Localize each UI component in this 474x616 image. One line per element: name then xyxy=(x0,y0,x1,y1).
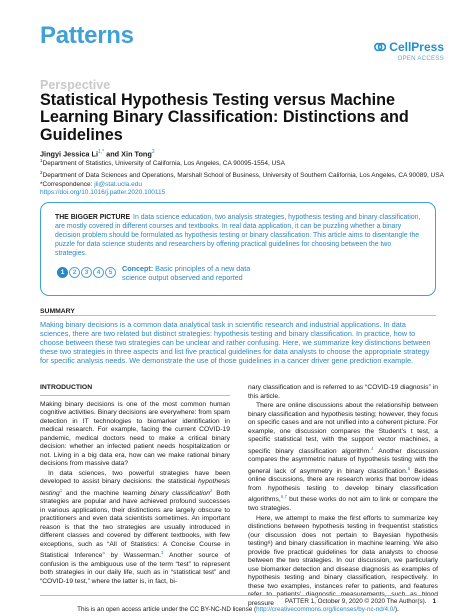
ref-4[interactable]: 4 xyxy=(371,445,374,451)
p3-part-d: but these works do not aim to link or compare the two strategies. xyxy=(248,496,438,513)
affiliation-1-text: Department of Statistics, University of California, Los Angeles, CA 90095-1554, USA xyxy=(42,160,285,168)
intro-paragraph-4: Here, we attempt to make the first efforts to summarize key distinctions between hypothesis testing in frequentist statistics (our discussion does not pertain to Bayesian hypothesis testing⁸) and binary classification in machine learning. We also provide five practical guidelines for data analysts to choose between the two strategies. In our discussion, we particularly use biomarker detection and disease diagnosis as examples of hypothesis testing and binary classification, respectively. In these two examples, instances refer to patients, and features refer to patients’ diagnostic measurements, such as blood pressure xyxy=(248,514,438,607)
footer-divider xyxy=(40,595,436,596)
summary-heading: SUMMARY xyxy=(40,308,75,315)
maturity-circle-2: 2 xyxy=(69,267,80,278)
author-conjunction: and xyxy=(104,149,122,159)
concept-description: Basic principles of a new data science output observed and reported xyxy=(122,264,251,282)
intro-paragraph-2-cont: nary classification and is referred to as “COVID-19 diagnosis” in this article. xyxy=(248,384,438,400)
data-science-maturity xyxy=(57,264,421,282)
affiliation-2 xyxy=(40,169,444,181)
ref-5[interactable]: 5 xyxy=(407,465,411,471)
bigger-picture-box xyxy=(40,202,436,296)
affiliations xyxy=(40,157,444,198)
affiliation-2-text: Department of Data Sciences and Operations, Marshall School of Business, University of Southern California, Los Angeles, CA 90089, USA xyxy=(42,171,444,179)
intro-paragraph-2 xyxy=(40,470,230,587)
author-1: Jingyi Jessica Li xyxy=(40,149,99,159)
license-link[interactable]: http://creativecommons.org/licenses/by-nc-nd/4.0/ xyxy=(256,606,396,613)
author-2: Xin Tong xyxy=(121,149,152,159)
maturity-circle-4: 4 xyxy=(93,267,104,278)
footer-issue-line xyxy=(285,598,436,605)
concept-text xyxy=(122,264,272,282)
introduction-heading: INTRODUCTION xyxy=(40,384,93,391)
footer-issue: PATTER 1, October 9, 2020 © 2020 The Author(s). xyxy=(284,598,427,605)
article-title: Statistical Hypothesis Testing versus Machine Learning Binary Classification: Distinctions and Guidelines xyxy=(40,91,409,144)
p3-part-c: Besides online discussions, there are research works that borrow ideas from hypothesis testing to develop binary classification algorithms, xyxy=(248,467,438,504)
summary-text: Making binary decisions is a common data analytical task in scientific research and industrial applications. In data sciences, there are two related but distinct strategies: hypothesis testing and binary classification. In practice, how to choose between these two strategies can be unclear and rather confusing. Here, we summarize key distinctions between these two strategies in three aspects and list five practical guidelines for data analysts to choose the appropriate strategy for specific analysis needs. We demonstrate the use of those guidelines in a cancer driver gene prediction example. xyxy=(40,320,431,366)
bigger-picture-text xyxy=(55,213,421,258)
page-number: 1 xyxy=(432,598,436,605)
ref-6-7[interactable]: 6,7 xyxy=(280,494,287,500)
intro-paragraph-1: Making binary decisions is one of the most common human cognitive activities. Binary decisions are everywhere: from spam detection in IT technologies to biomarker identification in medical research. For example, facing the current COVID-19 pandemic, medical doctors need to make a critical binary decision: whether an infected patient needs hospitalization or not. Living in a big data era, how can we make rational binary decisions from massive data? xyxy=(40,400,230,467)
affiliation-1-num: 1 xyxy=(40,158,43,163)
license-text: This is an open access article under the CC BY-NC-ND license ( xyxy=(77,606,257,613)
ref-2[interactable]: 2 xyxy=(210,487,213,493)
summary-divider xyxy=(40,315,436,316)
section-label: Perspective xyxy=(40,78,111,92)
footer-license xyxy=(40,606,436,613)
journal-name: Patterns xyxy=(40,22,134,49)
corr-label: Correspondence: xyxy=(42,180,95,188)
doi-link[interactable]: https://doi.org/10.1016/j.patter.2020.100115 xyxy=(40,189,166,197)
maturity-circle-1: 1 xyxy=(57,267,68,278)
intro-paragraph-3 xyxy=(248,402,438,514)
p3-part-b: Another discussion compares the asymmetric nature of hypothesis testing with the general lack of asymmetry in binary classification. xyxy=(248,447,438,475)
license-close: ). xyxy=(395,606,399,613)
corr-email-link[interactable]: jli@stat.ucla.edu xyxy=(94,180,142,188)
cellpress-logo xyxy=(374,40,444,54)
correspondence xyxy=(40,181,444,190)
column-right xyxy=(248,384,438,609)
bigger-picture-body: In data science education, two analysis strategies, hypothesis testing and binary classification, are mostly covered in different courses and textbooks. In real data application, it can be puzzling whether a binary decision problem should be formulated as hypothesis testing or binary classification. This article aims to disentangle the puzzle for data science students and researchers by offering practical guidelines for choosing between the two strategies. xyxy=(55,214,421,257)
cellpress-logo-icon xyxy=(374,41,386,53)
p2-part-b: and the machine learning xyxy=(62,489,151,497)
author-2-sup[interactable]: 2 xyxy=(151,149,155,155)
concept-label: Concept: xyxy=(122,264,154,273)
ref-3[interactable]: 3 xyxy=(160,550,164,556)
open-access-label: OPEN ACCESS xyxy=(397,55,444,62)
maturity-circle-5: 5 xyxy=(105,267,116,278)
corr-star: * xyxy=(40,180,43,188)
author-1-sup[interactable]: 1,* xyxy=(98,149,105,155)
column-left xyxy=(40,384,230,587)
p3-part-a: There are online discussions about the relationship between binary classification and hypothesis testing; however, they focus on specific cases and are not unified into a coherent picture. For example, one discussion compares the Student’s t test, a specific statistical test, with the support vector machines, a specific binary classification algorithm. xyxy=(248,402,438,455)
p2-part-a: In data sciences, two powerful strategies have been developed to assist binary decisions: the statistical xyxy=(40,469,230,485)
affiliation-1 xyxy=(40,157,444,169)
ref-1[interactable]: 1 xyxy=(59,487,63,493)
bigger-picture-label: THE BIGGER PICTURE xyxy=(55,214,131,221)
p2-part-c: Both strategies are popular and have achieved profound successes in various applications, their distinctions are largely obscure to practitioners and even data scientists sometimes. An important reason is that the two strategies are usually introduced in different classes and covered by different textbooks, with few exceptions, such as “All of Statistics: A Concise Course in Statistical Inference” by Wasserman. xyxy=(40,489,230,560)
p2-part-d: Another source of confusion is the ambiguous use of the term “test” to represent both strategies in our daily life, such as in “statistical test” and “COVID-19 test,” where the latter is, in fact, bi- xyxy=(40,552,231,585)
affiliation-2-num: 2 xyxy=(40,169,43,175)
maturity-circles xyxy=(57,267,116,278)
publisher-block xyxy=(374,40,444,62)
maturity-circle-3: 3 xyxy=(81,267,92,278)
publisher-name: CellPress xyxy=(389,40,444,54)
introduction-divider xyxy=(40,395,230,396)
p2-term-classification: binary classification xyxy=(150,489,211,497)
p2-term-hypothesis: hypothesis testing xyxy=(40,478,230,497)
